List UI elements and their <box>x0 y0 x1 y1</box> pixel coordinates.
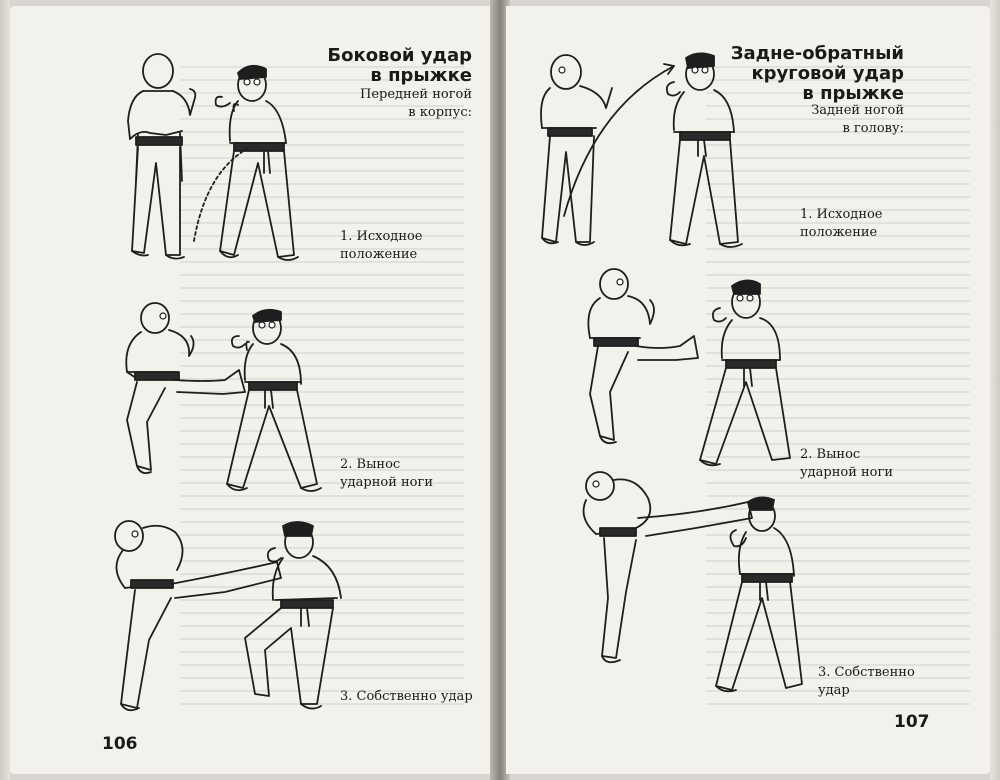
right-step-3-caption: 3. Собственно удар <box>818 665 915 698</box>
left-page-number: 106 <box>102 734 138 754</box>
left-subtitle: Передней ногой в корпус: <box>360 87 472 120</box>
left-page <box>10 6 494 774</box>
left-step-2-caption: 2. Вынос ударной ноги <box>340 457 433 490</box>
left-title: Боковой удар в прыжке <box>327 45 472 86</box>
right-page-number: 107 <box>894 712 930 732</box>
left-step-3-caption: 3. Собственно удар <box>340 689 473 704</box>
right-subtitle: Задней ногой в голову: <box>811 103 904 136</box>
page-edge-left <box>0 0 10 780</box>
right-step-1-caption: 1. Исходное положение <box>800 207 883 240</box>
right-step-2-caption: 2. Вынос ударной ноги <box>800 447 893 480</box>
right-figure-1-illustration <box>534 48 764 253</box>
right-page <box>506 6 990 774</box>
page-edge-right <box>990 0 1000 780</box>
left-figure-3-illustration <box>105 518 355 718</box>
right-figure-2-illustration <box>576 264 796 464</box>
right-title: Задне-обратный круговой удар в прыжке <box>730 43 904 104</box>
left-figure-1-illustration <box>110 51 330 276</box>
left-figure-2-illustration <box>105 296 335 496</box>
left-step-1-caption: 1. Исходное положение <box>340 229 423 262</box>
right-figure-3-illustration <box>576 468 806 698</box>
